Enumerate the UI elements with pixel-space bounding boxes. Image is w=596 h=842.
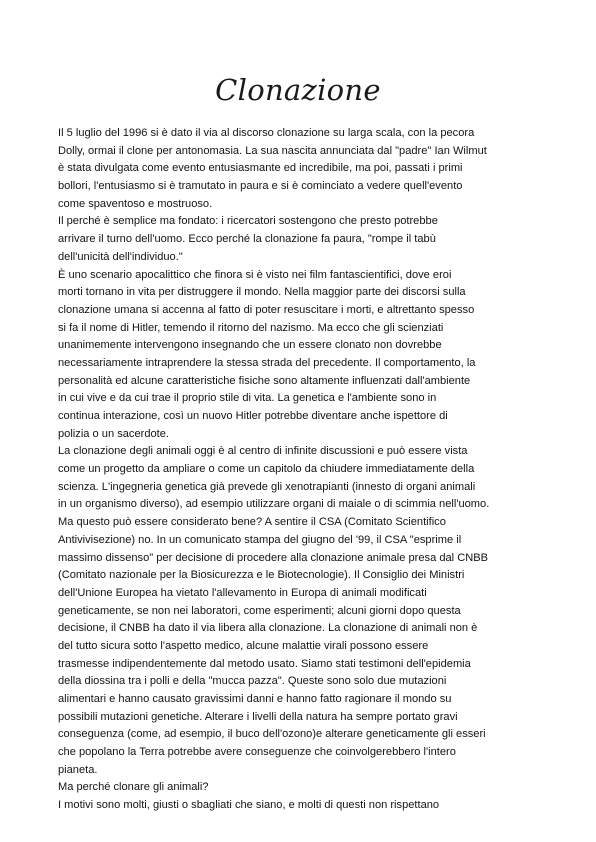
body-text-line: personalità ed alcune caratteristiche fisiche sono altamente influenzati dall'ambiente (58, 374, 471, 387)
body-text-line: in cui vive e da cui trae il proprio stile di vita. La genetica e l'ambiente sono in (58, 392, 437, 405)
body-text-line: Il perché è semplice ma fondato: i ricercatori sostengono che presto potrebbe (58, 215, 438, 228)
body-text-line: Dolly, ormai il clone per antonomasia. La sua nascita annunciata dal "padre" Ian Wilmut (58, 144, 487, 157)
body-text-line: alimentari e hanno causato gravissimi danni e hanno fatto ragionare il mondo su (58, 693, 452, 705)
body-text-line: La clonazione degli animali oggi è al centro di infinite discussioni e può essere vista (58, 445, 468, 458)
body-text-line: morti tornano in vita per distruggere il mondo. Nella maggior parte dei discorsi sulla (58, 286, 466, 299)
body-text-line: Il 5 luglio del 1996 si è dato il via al discorso clonazione su larga scala, con la pecora (58, 127, 475, 139)
body-text-line: bollori, l'entusiasmo si è tramutato in paura e si è cominciato a vedere quell'evento (58, 180, 463, 193)
body-text-line: come un progetto da ampliare o come un capitolo da chiudere immediatamente della (58, 463, 475, 476)
body-text-line: polizia o un sacerdote. (58, 427, 170, 440)
body-text-line: unanimemente intervengono insegnando che un essere clonato non dovrebbe (58, 339, 442, 352)
body-text-line: scienza. L'ingegneria genetica già prevede gli xenotrapianti (innesto di organi animali (58, 480, 476, 493)
body-text-line: clonazione umana si accenna al fatto di poter resuscitare i morti, e altrettanto spesso (58, 303, 475, 316)
body-text-line: è stata divulgata come evento entusiasmante ed incredibile, ma poi, passati i primi (58, 162, 463, 175)
document-title: Clonazione (215, 73, 381, 107)
body-text-line: della diossina tra i polli e della "mucca pazza". Queste sono solo due mutazioni (58, 675, 447, 688)
body-text-line: massimo dissenso" per decisione di procedere alla clonazione animale presa dal CNBB (58, 551, 489, 564)
body-text-line: (Comitato nazionale per la Biosicurezza e le Biotecnologie). Il Consiglio dei Ministri (58, 569, 465, 582)
body-text-line: Antivivisezione) no. In un comunicato stampa del giugno del '99, il CSA "esprime il (58, 533, 462, 546)
body-text-line: decisione, il CNBB ha dato il via libera alla clonazione. La clonazione di animali non è (58, 622, 478, 635)
body-text-line: pianeta. (58, 763, 98, 776)
body-text-line: che popolano la Terra potrebbe avere conseguenze che coinvolgerebbero l'intero (58, 746, 456, 759)
body-text-line: conseguenza (come, ad esempio, il buco dell'ozono)e alterare geneticamente gli esseri (58, 728, 486, 741)
body-text-line: I motivi sono molti, giusti o sbagliati che siano, e molti di questi non rispettano (58, 799, 440, 812)
body-text-line: come spaventoso e mostruoso. (58, 197, 213, 210)
body-text-line: necessariamente intraprendere la stessa strada del precedente. Il comportamento, la (58, 356, 476, 369)
body-text-line: geneticamente, se non nei laboratori, come esperimenti; alcuni giorni dopo questa (58, 604, 461, 617)
body-text-line: Ma perché clonare gli animali? (58, 781, 209, 794)
body-text-line: dell'unicità dell'individuo." (58, 250, 183, 263)
body-text-line: arrivare il turno dell'uomo. Ecco perché la clonazione fa paura, "rompe il tabù (58, 233, 436, 246)
body-text-line: trasmesse indipendentemente dal metodo usato. Siamo stati testimoni dell'epidemia (58, 657, 471, 670)
body-text-line: si fa il nome di Hitler, temendo il ritorno del nazismo. Ma ecco che gli scienziati (58, 321, 444, 334)
body-text-line: dell'Unione Europea ha vietato l'allevamento in Europa di animali modificati (58, 586, 427, 599)
body-text-line: Ma questo può essere considerato bene? A sentire il CSA (Comitato Scientifico (58, 516, 446, 529)
document-body (58, 125, 558, 815)
body-text-line: possibili mutazioni genetiche. Alterare i livelli della natura ha sempre portato gravi (58, 710, 458, 723)
body-text-line: in un organismo diverso), ad esempio utilizzare organi di maiale o di scimmia nell'uomo. (58, 498, 490, 511)
body-text-line: del tutto sicura sotto l'aspetto medico, alcune malattie virali possono essere (58, 639, 429, 652)
body-text-line: continua interazione, così un nuovo Hitler potrebbe diventare anche ispettore di (58, 410, 448, 422)
body-text-line: È uno scenario apocalittico che finora si è visto nei film fantascientifici, dove eroi (58, 268, 452, 281)
